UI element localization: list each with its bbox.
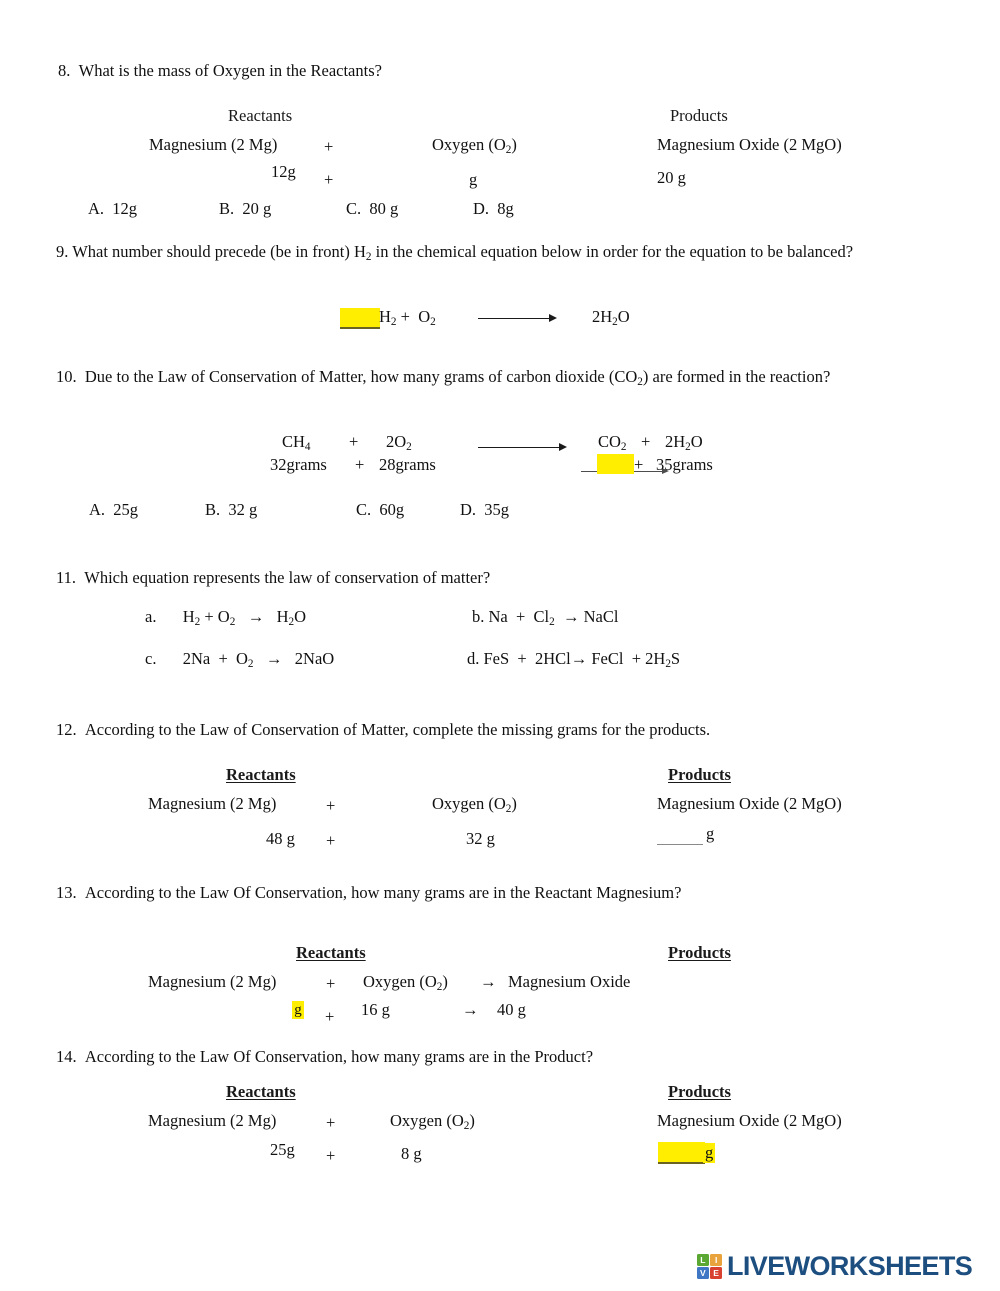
q11-option-d-equation: FeS + 2HCl→ FeCl + $2H_2S$: [483, 649, 681, 671]
question-14-prompt-text: According to the Law Of Conservation, how many grams are in the Product?: [84, 1047, 594, 1066]
question-14-number: 14.: [56, 1047, 77, 1066]
q10-option-d-letter: D.: [460, 500, 477, 519]
question-14-prompt: [56, 1044, 946, 1071]
q10-mass-ch4: 32grams: [270, 455, 327, 474]
q13-reactants-header: Reactants: [296, 943, 366, 962]
question-9-prompt-text-2: in the chemical equation below in order for the equation to be balanced?: [371, 242, 854, 261]
q11-option-b[interactable]: [472, 607, 618, 627]
q10-co2-mass-blank-input[interactable]: [597, 454, 634, 474]
q10-option-a[interactable]: [89, 500, 138, 520]
q10-formula-ch4: $CH_4$: [282, 432, 311, 454]
q8-product-mass-value: 20 g: [657, 168, 686, 187]
q10-option-a-letter: A.: [89, 500, 106, 519]
q8-option-b[interactable]: [219, 199, 271, 219]
q9-equation: [340, 307, 630, 329]
question-8-number: 8.: [58, 61, 71, 80]
q10-option-c-letter: C.: [356, 500, 372, 519]
q11-option-c-equation: $2Na + O_2 \to 2NaO$: [182, 649, 335, 671]
q14-product-magnesium-oxide-label: Magnesium Oxide (2 MgO): [657, 1111, 842, 1130]
question-11-prompt: [56, 565, 946, 592]
question-10-prompt: 10. Due to the Law of Conservation of Matter, how many grams of carbon dioxide $(CO_2)$ are formed in the reaction?: [56, 367, 831, 389]
question-13-number: 13.: [56, 883, 77, 902]
question-10-number: 10.: [56, 367, 77, 386]
q8-option-d-text: 8g: [497, 199, 514, 218]
q10-product-2h2o: $2H_2O$: [665, 432, 703, 454]
q10-option-c-text: 60g: [379, 500, 405, 519]
q10-plus-sign-2: +: [641, 432, 651, 451]
question-12-prompt-text: According to the Law of Conservation of Matter, complete the missing grams for the products.: [84, 720, 711, 739]
q10-option-b[interactable]: [205, 500, 257, 520]
q10-option-c[interactable]: [356, 500, 404, 520]
logo-cell-i: I: [710, 1254, 722, 1266]
q10-plus-sign-4: +: [634, 455, 644, 474]
q10-plus-sign-3: +: [355, 455, 365, 474]
q13-reactant-magnesium-label: Magnesium (2 Mg): [148, 972, 277, 991]
q10-formula-2o2: $2O_2$: [386, 432, 412, 454]
q13-plus-sign-1: +: [326, 974, 336, 993]
question-12-prompt: [56, 717, 946, 744]
q8-plus-sign-2: +: [324, 170, 334, 189]
q10-plus-sign-1: +: [349, 432, 359, 451]
q10-option-b-letter: B.: [205, 500, 221, 519]
logo-cell-l: L: [697, 1254, 709, 1266]
q11-option-d[interactable]: [467, 649, 680, 669]
q8-option-a[interactable]: [88, 199, 137, 219]
q8-option-b-letter: B.: [219, 199, 235, 218]
q10-mass-o2: 28grams: [379, 455, 436, 474]
q11-option-a-letter: a.: [145, 607, 157, 626]
liveworksheets-logo: [697, 1251, 972, 1282]
liveworksheets-wordmark: LIVEWORKSHEETS: [727, 1251, 973, 1281]
q11-option-c-letter: c.: [145, 649, 157, 668]
q11-option-c[interactable]: [145, 649, 334, 669]
q14-plus-sign-1: +: [326, 1113, 336, 1132]
q12-reactant-magnesium-label: Magnesium (2 Mg): [148, 794, 277, 813]
q12-product-unit-label: g: [706, 824, 715, 843]
q8-option-c-text: 80 g: [369, 199, 399, 218]
q8-reactants-header: Reactants: [228, 106, 293, 125]
q8-plus-sign-1: +: [324, 137, 334, 156]
q14-products-header: Products: [668, 1082, 731, 1101]
q12-reactants-header: Reactants: [226, 765, 296, 784]
q10-option-d-text: 35g: [484, 500, 510, 519]
q12-products-header: Products: [668, 765, 731, 784]
q8-option-c-letter: C.: [346, 199, 362, 218]
q12-product-mass-blank-input[interactable]: [657, 828, 703, 845]
q8-product-magnesium-oxide-label: Magnesium Oxide (2 MgO): [657, 135, 842, 154]
q9-reaction-arrow-icon: [478, 311, 558, 325]
q13-reaction-arrow-2-icon: →: [462, 1000, 479, 1019]
question-11-number: 11.: [56, 568, 77, 587]
q12-product-magnesium-oxide-label: Magnesium Oxide (2 MgO): [657, 794, 842, 813]
q14-product-unit-label: g: [705, 1143, 714, 1162]
q8-reactant-oxygen-label: Oxygen $(O_2)$: [432, 135, 517, 157]
q12-plus-sign-2: +: [326, 831, 336, 850]
liveworksheets-logo-icon: [697, 1254, 722, 1279]
q8-option-d[interactable]: [473, 199, 514, 219]
q12-magnesium-mass-value: 48 g: [266, 829, 295, 848]
q11-option-a[interactable]: [145, 607, 306, 627]
q8-option-a-letter: A.: [88, 199, 105, 218]
q8-option-b-text: 20 g: [242, 199, 272, 218]
question-8-prompt: [58, 58, 938, 85]
question-11-prompt-text: Which equation represents the law of conservation of matter?: [84, 568, 491, 587]
q13-products-header: Products: [668, 943, 731, 962]
q13-magnesium-mass-blank-input[interactable]: g: [292, 1001, 304, 1019]
logo-cell-e: E: [710, 1267, 722, 1279]
q9-h2: $H_2$: [379, 307, 397, 329]
q8-reactant-magnesium-label: Magnesium (2 Mg): [149, 135, 278, 154]
q14-reactant-magnesium-label: Magnesium (2 Mg): [148, 1111, 277, 1130]
q10-option-a-text: 25g: [113, 500, 139, 519]
q9-o2: $O_2$: [418, 307, 436, 329]
question-8-prompt-text: What is the mass of Oxygen in the Reactants?: [78, 61, 382, 80]
q10-reaction-arrow-top-icon: [478, 441, 568, 453]
q13-product-mass-value: 40 g: [497, 1000, 526, 1019]
q13-plus-sign-2: +: [325, 1007, 335, 1026]
q13-product-magnesium-oxide-label: Magnesium Oxide: [508, 972, 631, 991]
q14-reactant-oxygen-label: Oxygen $(O_2)$: [390, 1111, 475, 1133]
q9-plus-sign: +: [400, 307, 410, 326]
question-13-prompt-text: According to the Law Of Conservation, how many grams are in the Reactant Magnesium?: [84, 883, 682, 902]
question-13-prompt: [56, 880, 946, 907]
question-9-prompt-text-1: What number should precede (be in front) H: [72, 242, 366, 261]
q14-product-mass-blank-input[interactable]: [658, 1142, 705, 1164]
q11-option-d-letter: d.: [467, 649, 480, 668]
q9-coefficient-blank-input[interactable]: [340, 308, 380, 329]
question-12-number: 12.: [56, 720, 77, 739]
q13-oxygen-mass-value: 16 g: [361, 1000, 390, 1019]
q12-reactant-oxygen-label: Oxygen $(O_2)$: [432, 794, 517, 816]
q9-product-2h2o: $2H_2O$: [592, 307, 630, 329]
q8-option-c[interactable]: [346, 199, 398, 219]
q11-option-b-letter: b.: [472, 607, 485, 626]
q13-reaction-arrow-icon: →: [480, 972, 497, 991]
q14-plus-sign-2: +: [326, 1146, 336, 1165]
question-10-prompt-text-2: ) are formed in the reaction?: [642, 367, 831, 386]
q14-oxygen-mass-value: 8 g: [401, 1144, 422, 1163]
q8-option-d-letter: D.: [473, 199, 490, 218]
q12-oxygen-mass-value: 32 g: [466, 829, 495, 848]
q14-magnesium-mass-value: 25g: [270, 1140, 295, 1159]
q11-option-a-equation: $H_2 + O_2 \to H_2O$: [182, 607, 307, 629]
q8-products-header: Products: [670, 106, 728, 125]
q13-reactant-oxygen-label: Oxygen $(O_2)$: [363, 972, 448, 994]
q11-option-b-equation: $Na + Cl_2$ → NaCl: [488, 607, 619, 629]
q12-plus-sign-1: +: [326, 796, 336, 815]
q8-option-a-text: 12g: [112, 199, 138, 218]
question-10-prompt-text-1: Due to the Law of Conservation of Matter, how many grams of carbon dioxide (CO: [84, 367, 638, 386]
question-9-prompt: 9. What number should precede (be in front) $H_2$ in the chemical equation below in order for the equation to be balanced?: [56, 242, 854, 264]
q10-product-co2: $CO_2$: [598, 432, 627, 454]
question-9-number: 9.: [56, 242, 69, 261]
q10-option-b-text: 32 g: [228, 500, 258, 519]
q8-oxygen-mass-value: g: [469, 170, 478, 189]
q8-magnesium-mass-value: 12g: [271, 162, 296, 181]
q14-reactants-header: Reactants: [226, 1082, 296, 1101]
logo-cell-v: V: [697, 1267, 709, 1279]
q10-mass-h2o: 35grams: [656, 455, 713, 474]
q10-option-d[interactable]: [460, 500, 509, 520]
